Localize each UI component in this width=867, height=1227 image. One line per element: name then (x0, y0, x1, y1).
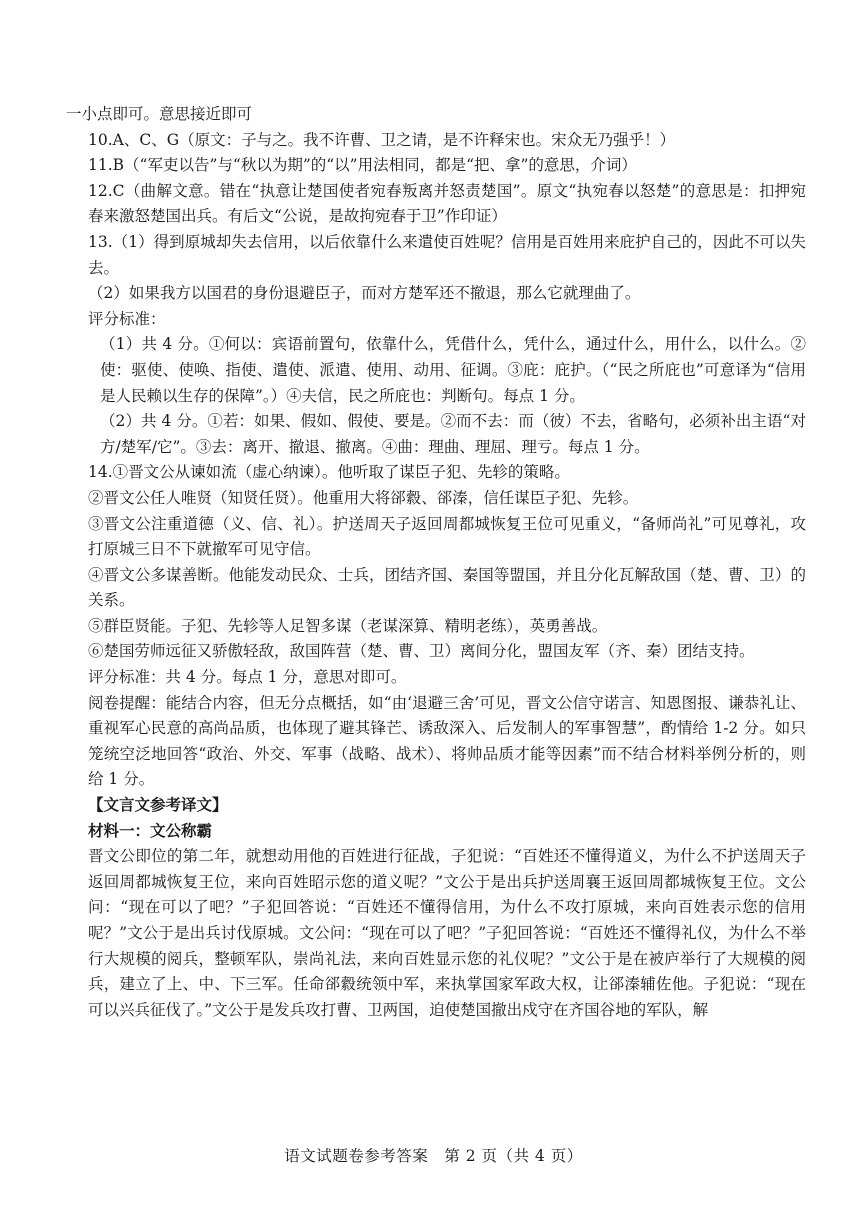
answer-fragment: 一小点即可。意思接近即可 (66, 105, 253, 123)
translation-heading: 【文言文参考译文】 (88, 796, 228, 815)
scoring-standard-q14: 评分标准：共 4 分。每点 1 分，意思对即可。 (88, 668, 407, 687)
answer-q14-point5: ⑤群臣贤能。子犯、先轸等人足智多谋（老谋深算、精明老练），英勇善战。 (88, 616, 608, 635)
material-title: 材料一：文公称霸 (88, 821, 213, 840)
scoring-standard-part2: （2）共 4 分。①若：如果、假如、假使、要是。②而不去：而（彼）不去，省略句，必须补出主语“对方/楚军/它”。③去：离开、撤退、撤离。④曲：理曲、理屈、理亏。每点 1 分。 (100, 412, 806, 456)
answer-q14-point1: 14.①晋文公从谏如流（虚心纳谏）。他听取了谋臣子犯、先轸的策略。 (88, 463, 570, 482)
answer-q14-point3: ③晋文公注重道德（义、信、礼）。护送周天子返回周都城恢复王位可见重义，“备师尚礼”可见尊礼，攻打原城三日不下就撤军可见守信。 (88, 514, 806, 559)
answer-q14-point6: ⑥楚国劳师远征又骄傲轻敌，敌国阵营（楚、曹、卫）离间分化，盟国友军（齐、秦）团结支持。 (88, 642, 755, 661)
page-footer: 语文试题卷参考答案 第 2 页（共 4 页） (284, 1147, 583, 1165)
answer-q13-part1: 13.（1）得到原城却失去信用，以后依靠什么来遣使百姓呢？信用是百姓用来庇护自己的，因此不可以失去。 (88, 232, 806, 277)
answer-q14-point4: ④晋文公多谋善断。他能发动民众、士兵，团结齐国、秦国等盟国，并且分化瓦解敌国（楚、曹、卫）的关系。 (88, 565, 806, 610)
scoring-standard-label: 评分标准： (88, 309, 166, 328)
grading-tip: 阅卷提醒：能结合内容，但无分点概括，如“由‘退避三舍’可见，晋文公信守诺言、知恩图报、谦恭礼让、重视军心民意的高尚品质，也体现了避其锋芒、诱敌深入、后发制人的军事智慧”，酌情给 1-2 分。如只笼统空泛地回答“政治、外交、军事（战略、战术）、将帅品质才能等因素”而不结合材料举例分析的，则给 1 分。 (88, 693, 806, 789)
answer-q10: 10.A、C、G（原文：子与之。我不许曹、卫之请，是不许释宋也。宋众无乃强乎！） (88, 130, 676, 149)
scoring-standard-part1: （1）共 4 分。①何以：宾语前置句，依靠什么，凭借什么，凭什么，通过什么，用什么，以什么。②使：驱使、使唤、指使、遣使、派遣、使用、动用、征调。③庇：庇护。（“民之所庇也”可意译为“信用是人民赖以生存的保障”。）④夫信，民之所庇也：判断句。每点 1 分。 (100, 335, 806, 405)
answer-content (66, 102, 806, 1023)
answer-q13-part2: （2）如果我方以国君的身份退避臣子，而对方楚军还不撤退，那么它就理曲了。 (88, 284, 641, 303)
translation-body: 晋文公即位的第二年，就想动用他的百姓进行征战，子犯说：“百姓还不懂得道义，为什么不护送周天子返回周都城恢复王位，来向百姓昭示您的道义呢？”文公于是出兵护送周襄王返回周都城恢复王位。文公问：“现在可以了吧？”子犯回答说：“百姓还不懂得信用，为什么不攻打原城，来向百姓表示您的信用呢？”文公于是出兵讨伐原城。文公问：“现在可以了吧？”子犯回答说：“百姓还不懂得礼仪，为什么不举行大规模的阅兵，整顿军队，崇尚礼法，来向百姓显示您的礼仪呢？”文公于是在被庐举行了大规模的阅兵，建立了上、中、下三军。任命郤縠统领中军，来执掌国家军政大权，让郤溱辅佐他。子犯说：“现在可以兴兵征伐了。”文公于是发兵攻打曹、卫两国，迫使楚国撤出戍守在齐国谷地的军队，解 (88, 847, 806, 1019)
answer-q12: 12.C（曲解文意。错在“执意让楚国使者宛春叛离并怒责楚国”。原文“执宛春以怒楚”的意思是：扣押宛春来激怒楚国出兵。有后文“公说，是故拘宛春于卫”作印证） (88, 181, 806, 226)
answer-q14-point2: ②晋文公任人唯贤（知贤任贤）。他重用大将郤縠、郤溱，信任谋臣子犯、先轸。 (88, 488, 639, 507)
answer-q11: 11.B（“军吏以告”与“秋以为期”的“以”用法相同，都是“把、拿”的意思，介词） (88, 156, 637, 175)
